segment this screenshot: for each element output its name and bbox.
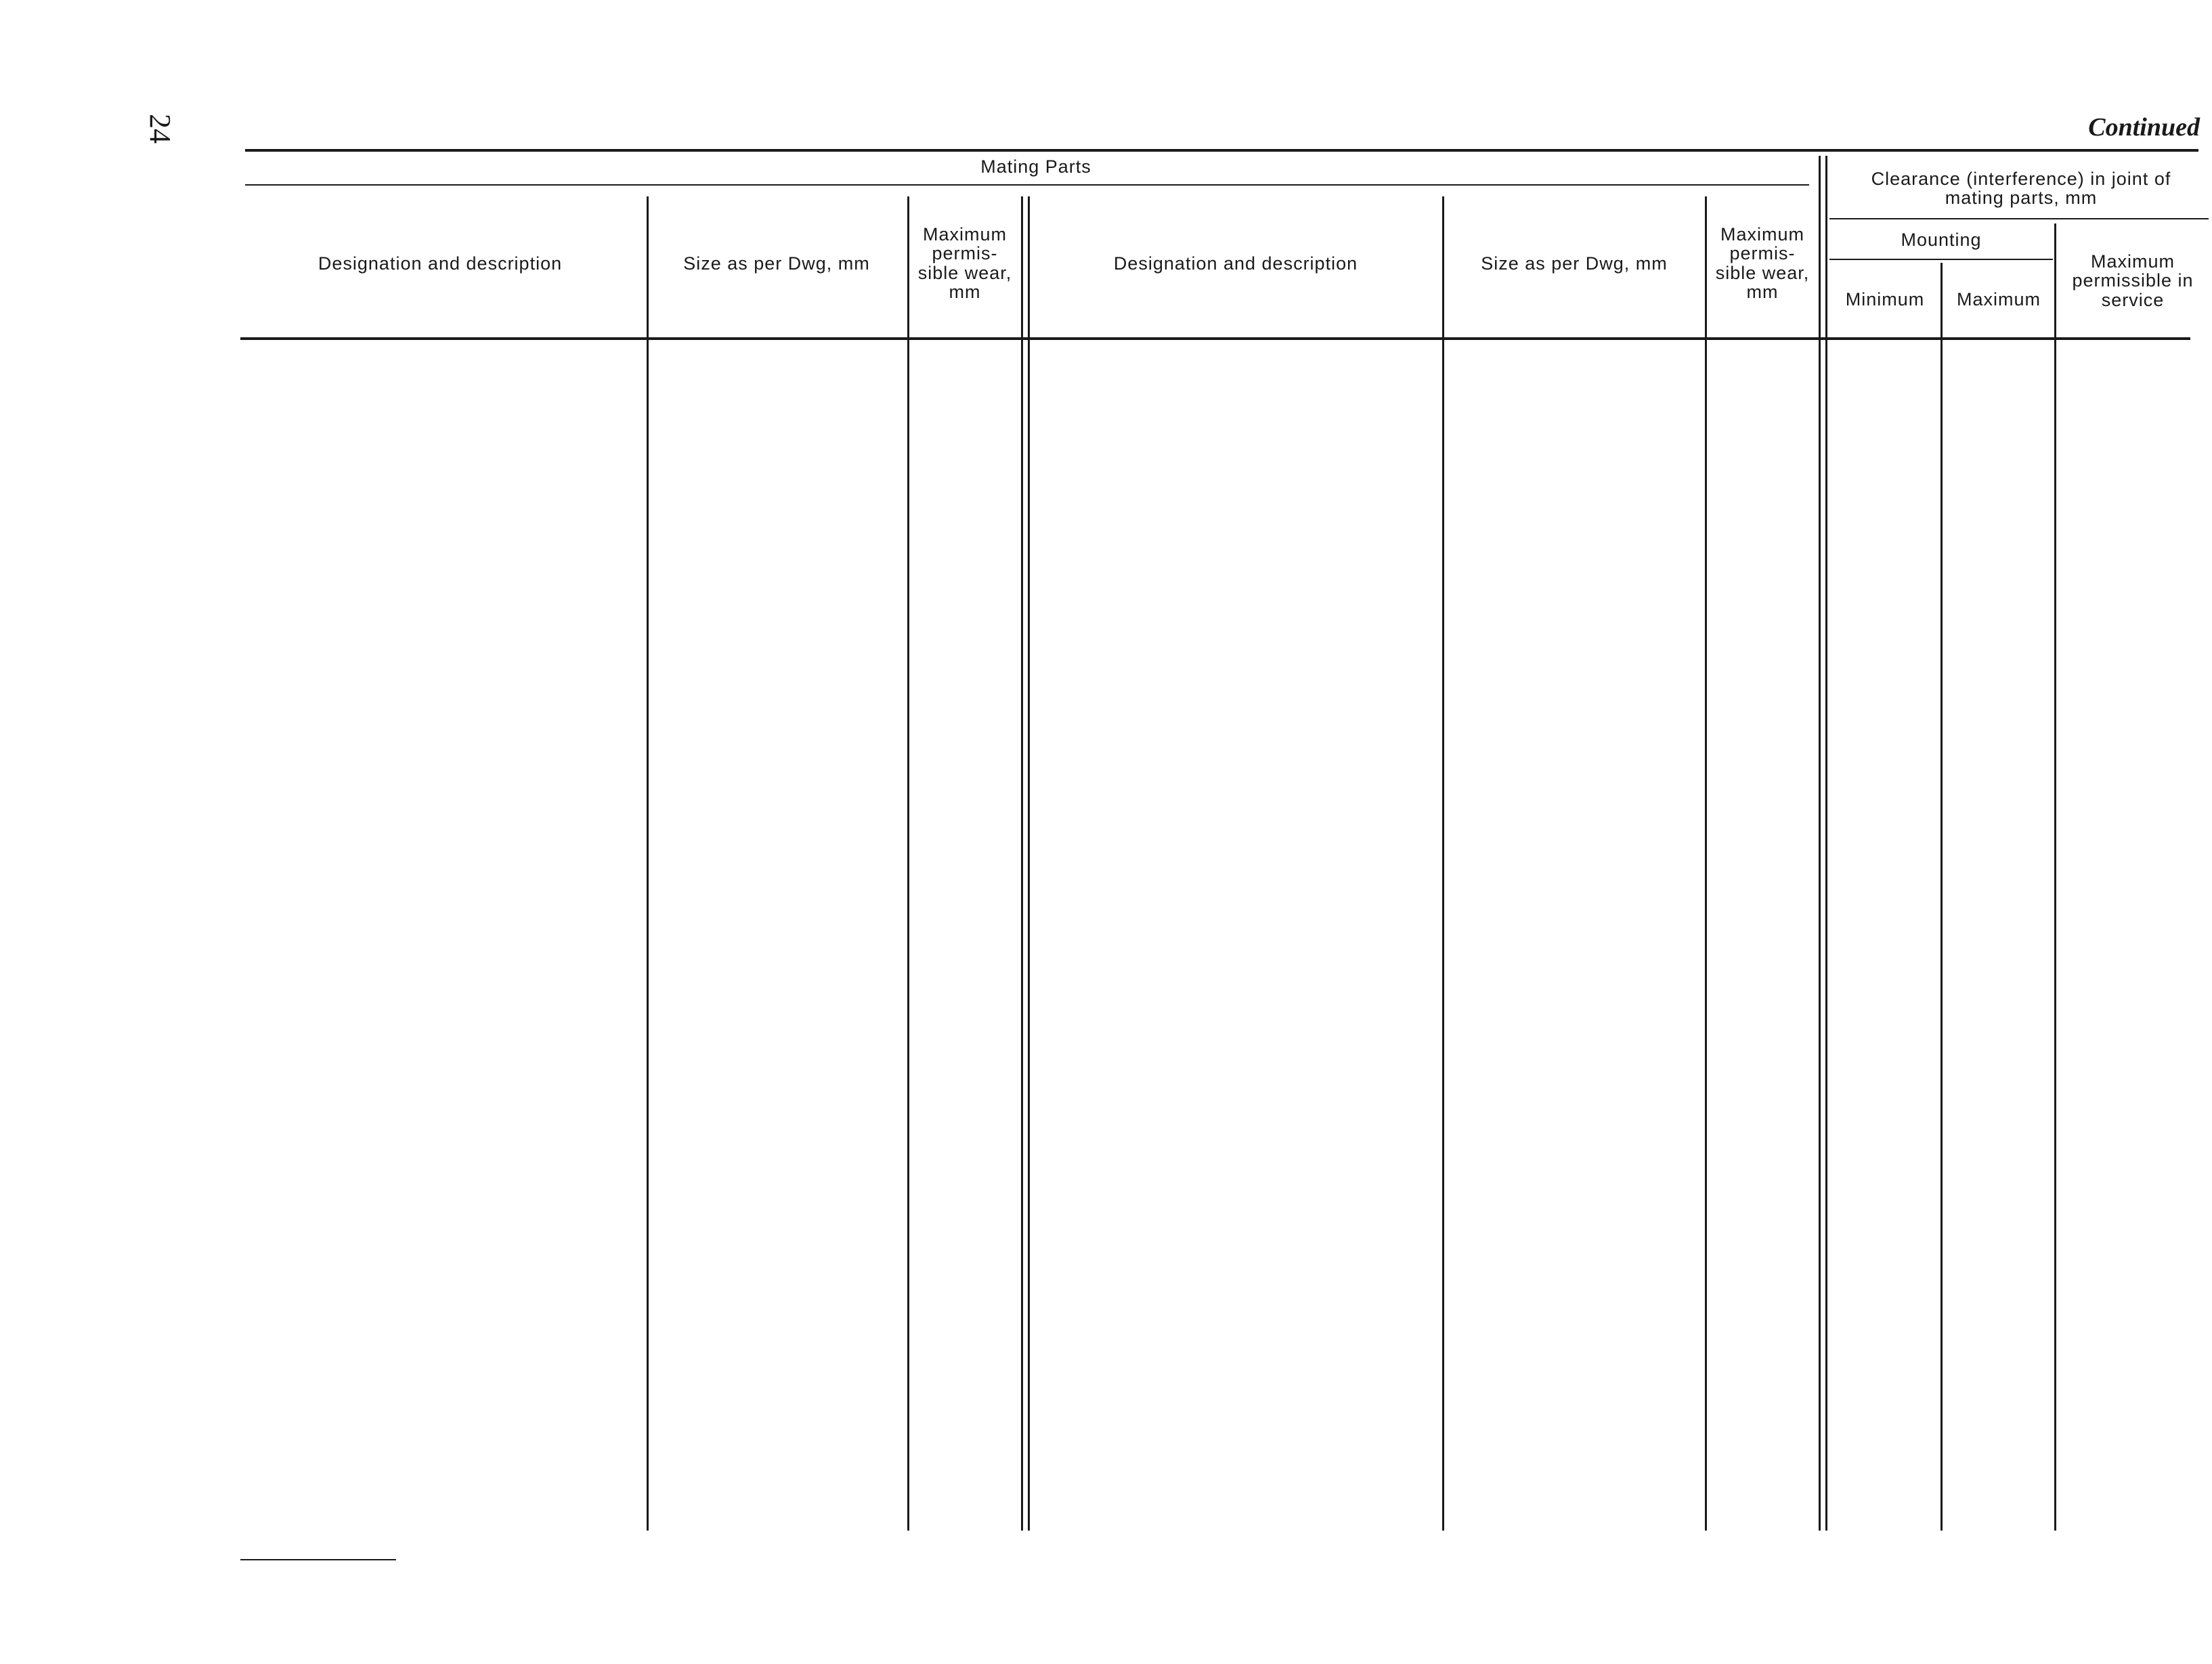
maximum-header: Maximum (1956, 289, 2041, 310)
mounting-header: Mounting (1901, 230, 1982, 250)
header-bottom-rule (240, 337, 2190, 340)
col-rule (1940, 263, 1943, 1531)
top-rule (245, 149, 2198, 152)
col-rule (1021, 196, 1023, 1531)
mating-parts-rule (245, 184, 1809, 186)
col-rule (907, 196, 909, 1531)
minimum-header: Minimum (1845, 289, 1925, 310)
max-wear-header: Maximum permis- sible wear, mm (917, 224, 1012, 303)
mating-parts-header: Mating Parts (980, 156, 1091, 177)
clearance-rule (1829, 218, 2209, 219)
col-rule (1442, 196, 1444, 1531)
col-rule (647, 196, 649, 1531)
size-header: Size as per Dwg, mm (683, 253, 870, 274)
clearance-header: Clearance (interference) in joint of mating parts, mm (1871, 169, 2171, 209)
page-number: 24 (144, 114, 177, 144)
col-rule (1705, 196, 1707, 1531)
footnote-rule (240, 1559, 396, 1560)
designation-header: Designation and description (318, 253, 563, 274)
col-rule (1819, 156, 1821, 1531)
max-service-header: Maximum permissible in service (2072, 251, 2194, 310)
col-rule (2054, 223, 2056, 1531)
designation2-header: Designation and description (1113, 253, 1358, 274)
continued-label: Continued (2088, 113, 2200, 142)
size2-header: Size as per Dwg, mm (1481, 253, 1668, 274)
mounting-rule (1829, 259, 2053, 260)
col-rule (1825, 156, 1827, 1531)
max-wear2-header: Maximum permis- sible wear, mm (1715, 224, 1810, 303)
col-rule (1028, 196, 1030, 1531)
